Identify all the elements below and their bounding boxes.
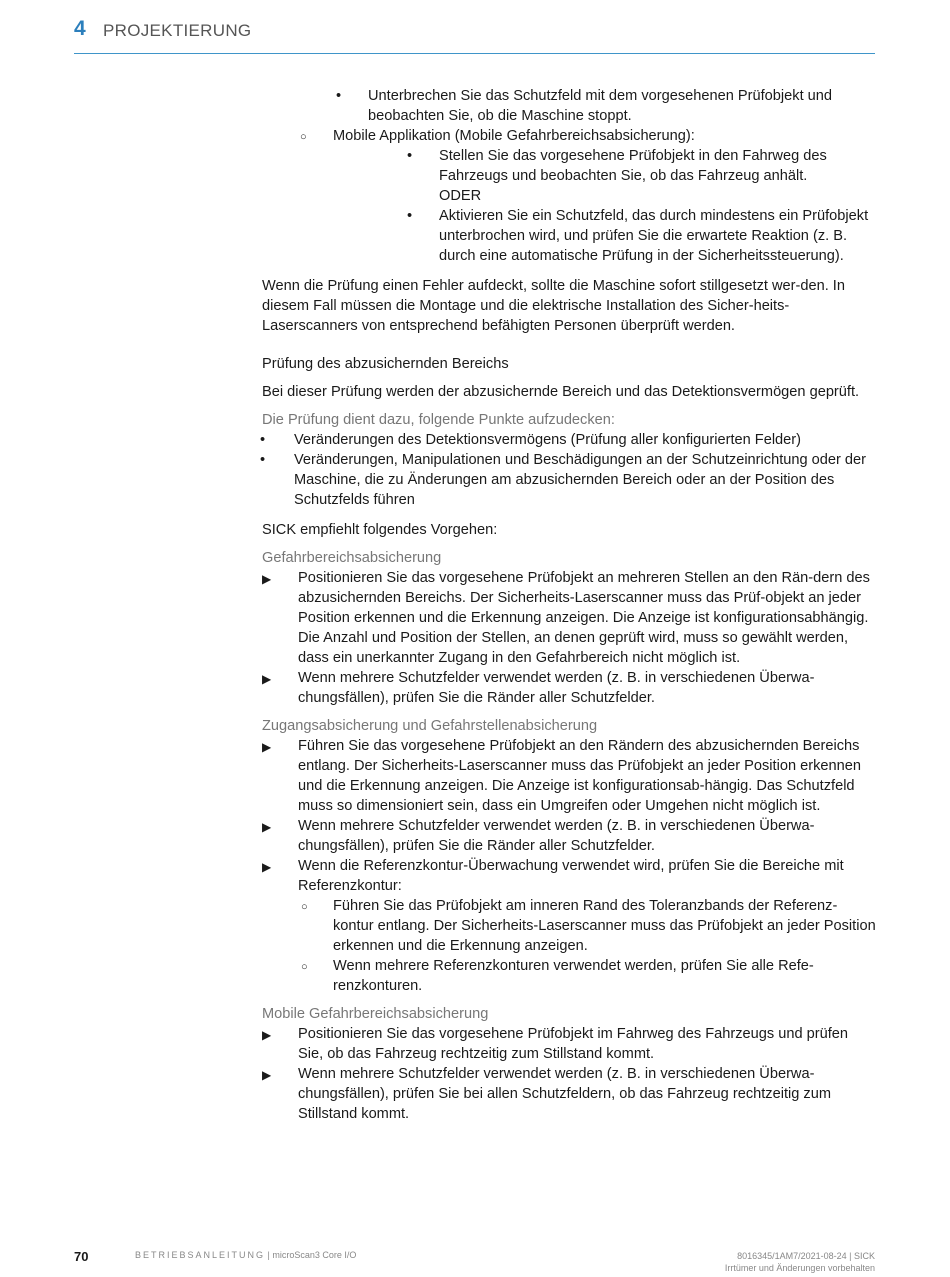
footer-document-title (135, 1250, 356, 1260)
doc-id: 8016345/1AM7/2021-08-24 | SICK (737, 1251, 875, 1261)
purpose-label: Die Prüfung dient dazu, folgende Punkte aufzudecken: (262, 412, 615, 428)
arrow-marker: ▶ (262, 672, 272, 686)
arrow-marker: ▶ (262, 860, 272, 874)
arrow-marker: ▶ (262, 740, 272, 754)
gefahrbereich-steps (262, 568, 877, 708)
bullet-marker: • (407, 208, 413, 224)
list-item: ▶ Führen Sie das vorgesehene Prüfobjekt an den Rändern des abzusichernden Bereichs entlang. Der Sicherheits-Laserscanner muss das Prüfobjekt an jeder Position erkennen und die Erkennung anzeigen. Die Anzeige ist konfigurationsab-hängig. Das Schutzfeld muss so dimensioniert sein, dass ein Umgreifen oder Umgehen nicht möglich ist. (262, 738, 861, 814)
mobile-sub-list (333, 146, 877, 266)
list-item: ▶ Positionieren Sie das vorgesehene Prüfobjekt im Fahrweg des Fahrzeugs und prüfen Sie, ob das Fahrzeug rechtzeitig zum Stillstand kommt. (262, 1026, 849, 1062)
list-item: • Aktivieren Sie ein Schutzfeld, das durch mindestens ein Prüfobjekt unterbrochen wird, und prüfen Sie die erwartete Reaktion (z. B. durch eine automatische Prüfung in der Sicherheitssteuerung). (407, 208, 869, 264)
main-content (262, 86, 877, 1124)
list-item: • Stellen Sie das vorgesehene Prüfobjekt in den Fahrweg des Fahrzeugs und beobachten Sie, ob das Fahrzeug anhält. ODER (407, 148, 827, 204)
circle-marker: ○ (301, 901, 308, 913)
list-item: ○ Führen Sie das Prüfobjekt am inneren Rand des Toleranzbands der Referenz-kontur entlang. Der Sicherheits-Laserscanner muss das Prüfobjekt an jeder Position erkennen und die Erkennung anzeigen. (301, 898, 876, 954)
doc-type: BETRIEBSANLEITUNG (135, 1250, 266, 1260)
circle-marker: ○ (301, 961, 308, 973)
bullet-marker: • (407, 148, 413, 164)
section-intro: Bei dieser Prüfung werden der abzusichernde Bereich und das Detektionsvermögen geprüft. (262, 384, 860, 400)
error-paragraph: Wenn die Prüfung einen Fehler aufdeckt, sollte die Maschine sofort stillgesetzt wer-den. In diesem Fall müssen die Montage und die elektrische Installation des Sicher-heits-Laserscanners von entsprechend befähigten Personen überprüft werden. (262, 278, 845, 334)
oder-text: ODER (439, 188, 482, 204)
recommendation-text: SICK empfiehlt folgendes Vorgehen: (262, 522, 498, 538)
zugang-steps (262, 736, 877, 996)
purpose-list (258, 430, 877, 510)
gefahrbereich-title: Gefahrbereichsabsicherung (262, 550, 442, 566)
disclaimer: Irrtümer und Änderungen vorbehalten (724, 1263, 875, 1273)
arrow-marker: ▶ (262, 1068, 272, 1082)
arrow-marker: ▶ (262, 820, 272, 834)
footer-info (725, 1250, 875, 1274)
intro-bullet-list (262, 86, 877, 126)
mobile-steps (262, 1024, 877, 1124)
bullet-marker: • (260, 432, 266, 448)
bullet-marker: • (336, 88, 342, 104)
page-number: 70 (74, 1249, 89, 1264)
circle-marker: ○ (300, 131, 307, 143)
list-item: ○ Mobile Applikation (Mobile Gefahrbereichsabsicherung): • Stellen Sie das vorgesehene Prüfobjekt in den Fahrweg des Fahrzeugs und beobachten Sie, ob das Fahrzeug anhält. ODER • Aktivieren Sie ein Schutzfeld, das durch mindestens ein Prüfobjekt unterbrochen wird, und prüfen Sie die erwartete Reaktion (z. B. durch eine automatische Prüfung in der Sicherheitssteuerung). (262, 126, 877, 266)
list-item: • Unterbrechen Sie das Schutzfeld mit dem vorgesehenen Prüfobjekt und beobachten Sie, ob die Maschine stoppt. (336, 88, 833, 124)
product-name: | microScan3 Core I/O (267, 1250, 357, 1260)
list-item: ▶ Wenn mehrere Schutzfelder verwendet werden (z. B. in verschiedenen Überwa-chungsfällen), prüfen Sie bei allen Schutzfeldern, ob das Fahrzeug rechtzeitig zum Stillstand kommt. (262, 1066, 831, 1122)
reference-contour-sub-list (298, 896, 877, 996)
list-item: ○ Wenn mehrere Referenzkonturen verwendet werden, prüfen Sie alle Refe-renzkonturen. (301, 958, 814, 994)
arrow-marker: ▶ (262, 1028, 272, 1042)
list-item: • Veränderungen des Detektionsvermögens (Prüfung aller konfigurierten Felder) (260, 432, 802, 448)
zugang-title: Zugangsabsicherung und Gefahrstellenabsicherung (262, 718, 598, 734)
list-item: ▶ Wenn die Referenzkontur-Überwachung verwendet wird, prüfen Sie die Bereiche mit Referenzkontur: ○ Führen Sie das Prüfobjekt am inneren Rand des Toleranzbands der Referenz-kontur entlang. Der Sicherheits-Laserscanner muss das Prüfobjekt an jeder Position erkennen und die Erkennung anzeigen. ○ Wenn mehrere Referenzkonturen verwendet werden, prüfen Sie alle Refe-renzkonturen. (262, 858, 876, 994)
chapter-number: 4 (74, 17, 86, 40)
list-item: ▶ Positionieren Sie das vorgesehene Prüfobjekt an mehreren Stellen an den Rän-dern des abzusichernden Bereichs. Der Sicherheits-Laserscanner muss das Prüf-objekt an jeder Position erkennen und die Erkennung anzeigen. Die Anzeige ist konfigurationsabhängig. Die Anzahl und Position der Stellen, an denen geprüft wird, muss so gewählt werden, dass ein unerkannter Zugang in den Gefahrbereich nicht möglich ist. (262, 570, 870, 666)
mobile-title: Mobile Gefahrbereichsabsicherung (262, 1006, 489, 1022)
bullet-marker: • (260, 452, 266, 468)
list-item: ▶ Wenn mehrere Schutzfelder verwendet werden (z. B. in verschiedenen Überwa-chungsfällen), prüfen Sie die Ränder aller Schutzfelder. (262, 818, 815, 854)
mobile-application-list (262, 126, 877, 266)
list-item: • Veränderungen, Manipulationen und Beschädigungen an der Schutzeinrichtung oder der Maschine, die zu Änderungen am abzusichernden Bereich oder an der Position des Schutzfelds führen (260, 452, 867, 508)
chapter-title: PROJEKTIERUNG (103, 21, 252, 40)
section-title: Prüfung des abzusichernden Bereichs (262, 356, 509, 372)
list-item: ▶ Wenn mehrere Schutzfelder verwendet werden (z. B. in verschiedenen Überwa-chungsfällen), prüfen Sie die Ränder aller Schutzfelder. (262, 670, 815, 706)
page-header (74, 17, 875, 54)
arrow-marker: ▶ (262, 572, 272, 586)
